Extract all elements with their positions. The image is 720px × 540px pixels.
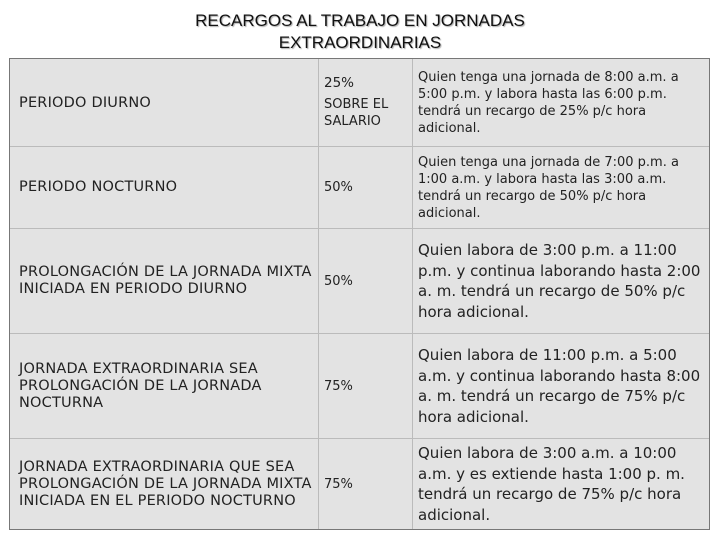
description: Quien labora de 3:00 p.m. a 11:00 p.m. y continua laborando hasta 2:00 a. m. tendrá un recargo de 50% p/c hora adicional. <box>418 241 701 321</box>
title-line-1: RECARGOS AL TRABAJO EN JORNADAS <box>195 11 525 30</box>
description: Quien tenga una jornada de 7:00 p.m. a 1:00 a.m. y labora hasta las 3:00 a.m. tendrá un recargo de 50% p/c hora adicional. <box>418 154 679 221</box>
description: Quien tenga una jornada de 8:00 a.m. a 5:00 p.m. y labora hasta las 6:00 p.m. tendrá un recargo de 25% p/c hora adicional. <box>418 69 679 136</box>
rate-value: 50% <box>324 180 353 195</box>
rate-value: 50% <box>324 273 353 289</box>
rate-cell <box>324 59 414 146</box>
table-row <box>10 229 709 333</box>
rate-value: 75% <box>324 476 353 492</box>
rate-value: 25% <box>324 75 355 91</box>
description: Quien labora de 3:00 a.m. a 10:00 a.m. y es extiende hasta 1:00 p. m. tendrá un recargo de 75% p/c hora adicional. <box>418 444 685 524</box>
table-row <box>10 147 709 228</box>
surcharge-table <box>9 58 710 530</box>
period-label: JORNADA EXTRAORDINARIA QUE SEA PROLONGACIÓN DE LA JORNADA MIXTA INICIADA EN EL PERIODO NOCTURNO <box>19 458 312 509</box>
table-row <box>10 439 709 529</box>
title-line-2: EXTRAORDINARIAS <box>278 33 442 52</box>
period-label: PERIODO NOCTURNO <box>19 179 178 195</box>
description: Quien labora de 11:00 p.m. a 5:00 a.m. y continua laborando hasta 8:00 a. m. tendrá un recargo de 75% p/c hora adicional. <box>418 346 701 426</box>
table-row <box>10 59 709 146</box>
period-label: PROLONGACIÓN DE LA JORNADA MIXTA INICIADA EN PERIODO DIURNO <box>19 264 312 297</box>
page-title <box>0 10 720 54</box>
rate-note: SOBRE EL SALARIO <box>324 97 389 129</box>
period-label: JORNADA EXTRAORDINARIA SEA PROLONGACIÓN DE LA JORNADA NOCTURNA <box>19 360 262 411</box>
period-label: PERIODO DIURNO <box>19 94 152 111</box>
rate-value: 75% <box>324 378 353 394</box>
table-row <box>10 334 709 438</box>
